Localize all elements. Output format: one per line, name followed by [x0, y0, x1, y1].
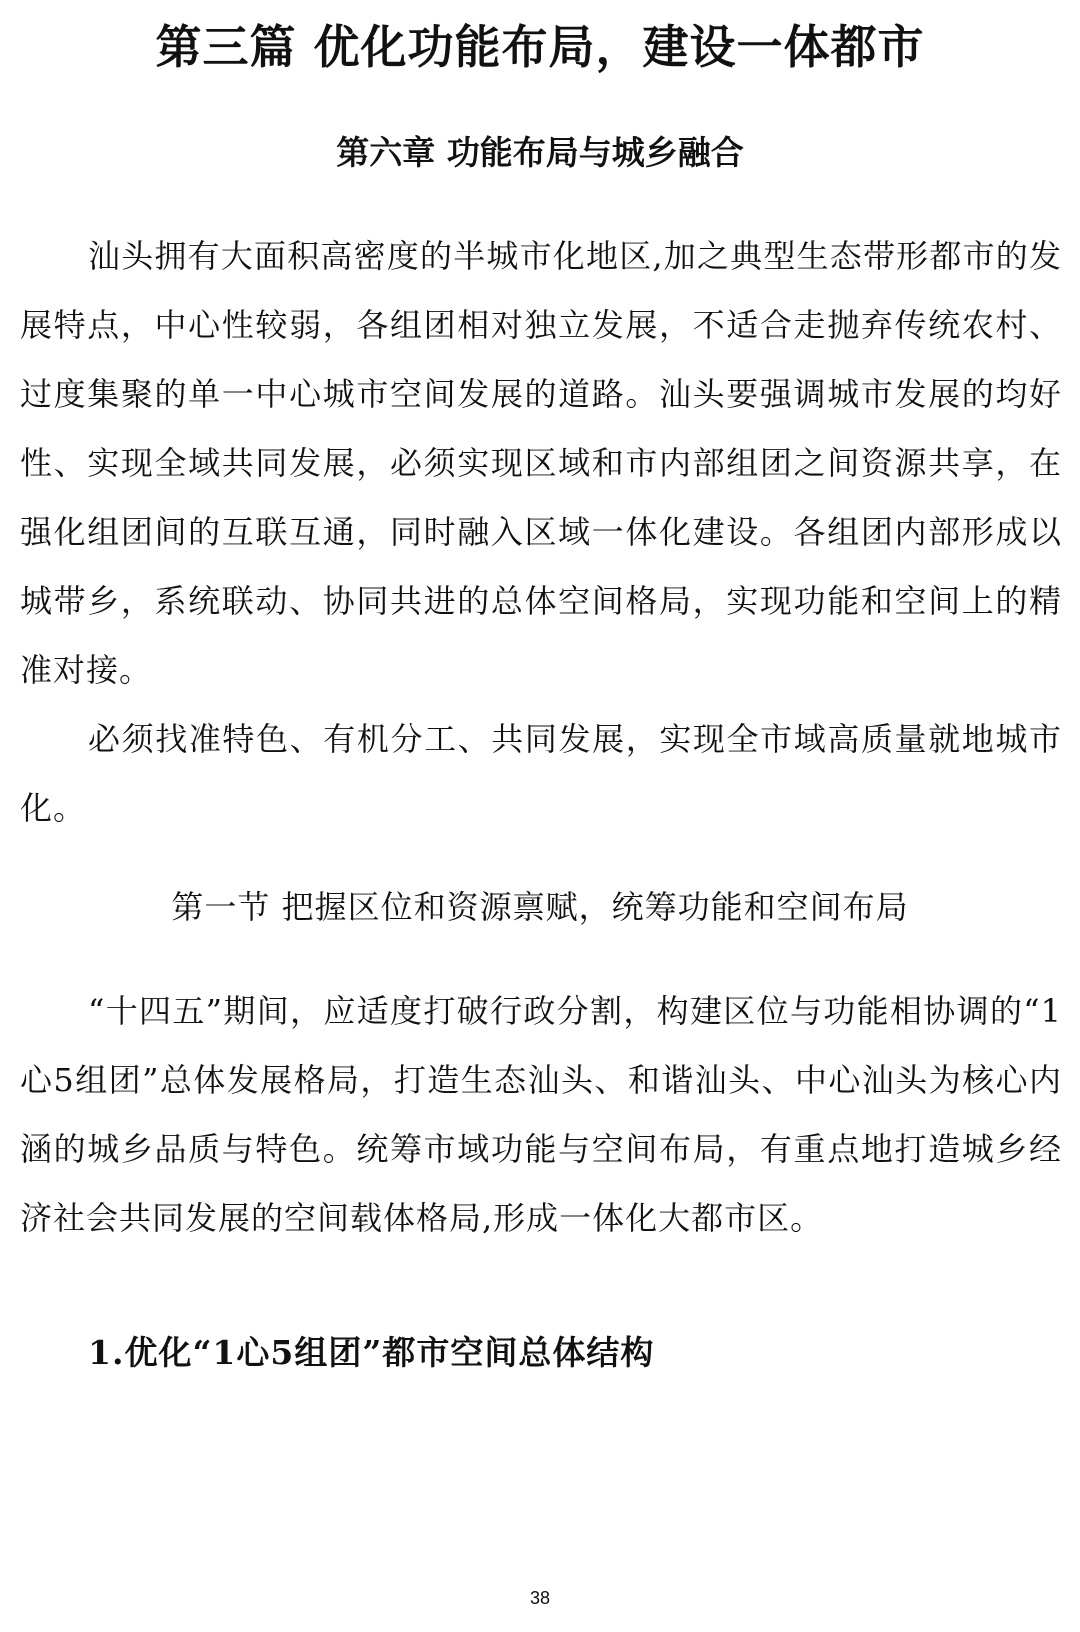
- section-paragraph: “十四五”期间，应适度打破行政分割，构建区位与功能相协调的“1心5组团”总体发展格局，打造生态汕头、和谐汕头、中心汕头为核心内涵的城乡品质与特色。统筹市域功能与空间布局，有重点地打造城乡经济社会共同发展的空间载体格局,形成一体化大都市区。: [20, 992, 1062, 1237]
- item-heading: 1.优化“1心5组团”都市空间总体结构: [88, 1333, 655, 1372]
- page-number: 38: [529, 1588, 551, 1608]
- section-title: 第一节 把握区位和资源禀赋，统筹功能和空间布局: [171, 888, 909, 926]
- body-paragraph: 必须找准特色、有机分工、共同发展，实现全市域高质量就地城市化。: [20, 720, 1062, 827]
- part-title: 第三篇 优化功能布局，建设一体都市: [155, 20, 925, 74]
- body-paragraph: 汕头拥有大面积高密度的半城市化地区,加之典型生态带形都市的发展特点，中心性较弱，各组团相对独立发展，不适合走抛弃传统农村、过度集聚的单一中心城市空间发展的道路。汕头要强调城市发展的均好性、实现全域共同发展，必须实现区域和市内部组团之间资源共享，在强化组团间的互联互通，同时融入区域一体化建设。各组团内部形成以城带乡，系统联动、协同共进的总体空间格局，实现功能和空间上的精准对接。: [20, 237, 1062, 689]
- chapter-title: 第六章 功能布局与城乡融合: [336, 133, 744, 172]
